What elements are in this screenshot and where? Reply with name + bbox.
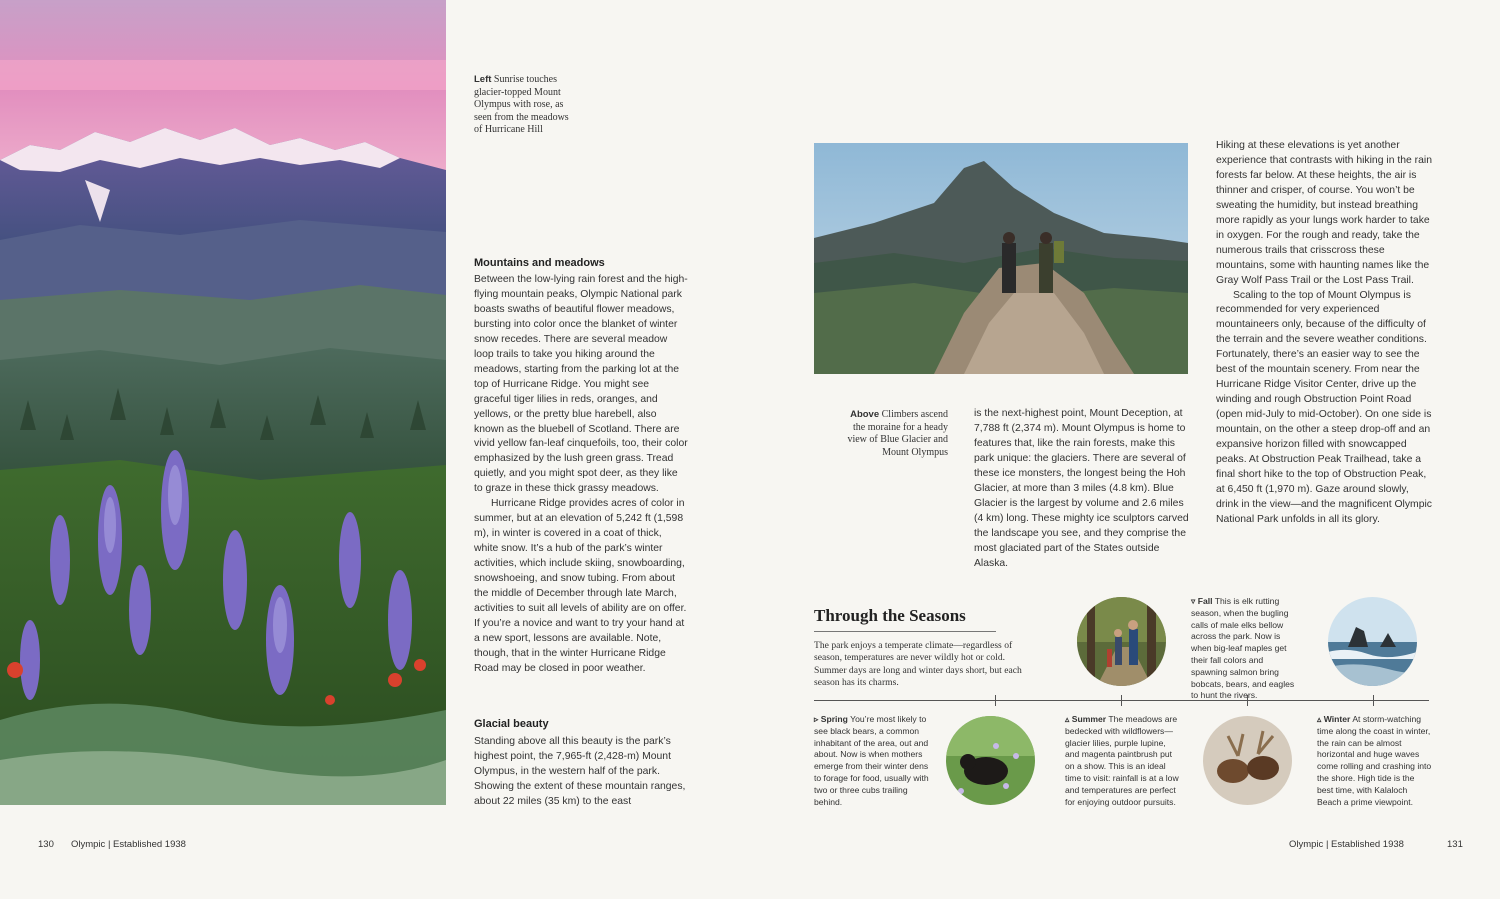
mid-column-body (974, 407, 1190, 571)
fall-label: Fall (1197, 596, 1213, 606)
mountains-body (474, 273, 688, 677)
summer-text (1065, 714, 1181, 808)
winter-arrow-icon: ▵ (1317, 714, 1322, 724)
fall-arrow-icon: ▿ (1191, 596, 1196, 606)
fall-hikers-circle-photo (1077, 597, 1166, 686)
spring-description: You’re most likely to see black bears, a common inhabitant of the area, out and about. Now is when mothers emerge from their winter dens to forage for food, usually with two or three cubs trailing behind. (814, 714, 929, 807)
timeline-tick (995, 695, 996, 706)
mountains-paragraph-2: Hurricane Ridge provides acres of color in summer, but at an elevation of 5,242 ft (1,598 m), in winter is covered in a coat of thick, white snow. It’s a hub of the park’s winter activities, which include skiing, snowboarding, snowshoeing, and snow tubing. From about the middle of December through late March, activities to suit all levels of ability are on offer. If you’re a novice and want to try your hand at a new sport, lessons are available. Note, though, that in the winter Hurricane Ridge Road may be closed in poor weather. (474, 498, 687, 674)
spring-arrow-icon: ▹ (814, 714, 819, 724)
summer-description: The meadows are bedecked with wildflowers—glacier lilies, purple lupine, and magenta paintbrush put on a show. This is an ideal time to visit: rainfall is at a low and temperatures are perfect for enjoying outdoor pursuits. (1065, 714, 1179, 807)
fall-text (1191, 596, 1301, 702)
summer-arrow-icon: ▵ (1065, 714, 1070, 724)
climbers-photo (814, 143, 1188, 374)
glacial-body (474, 735, 688, 810)
spring-bear-circle-photo (946, 716, 1035, 805)
right-running-footer: Olympic | Established 1938 (1289, 839, 1404, 850)
right-page-number: 131 (1447, 839, 1463, 850)
left-running-footer: Olympic | Established 1938 (71, 839, 186, 850)
glacial-heading: Glacial beauty (474, 718, 549, 730)
mountains-heading: Mountains and meadows (474, 257, 605, 269)
mount-olympus-sunrise-photo (0, 0, 446, 805)
summer-label: Summer (1071, 714, 1107, 724)
left-page-number: 130 (38, 839, 54, 850)
timeline-tick (1373, 695, 1374, 706)
seasons-intro: The park enjoys a temperate climate—regardless of season, temperatures are never wildly hot or cold. Summer days are long and winter days short, but each season has its charms. (814, 640, 1022, 688)
right-column-paragraph-1: Hiking at these elevations is yet another experience that contrasts with hiking in the rain forests far below. At these heights, the air is thinner and crisper, of course. You won’t be sweating the humidity, but instead breathing more rapidly as your lungs work harder to take in oxygen. For the rough and ready, take the numerous trails that crisscross these mountains, some with haunting names like the Gray Wolf Pass Trail or the Lost Pass Trail. (1216, 140, 1433, 286)
winter-coast-circle-photo (1328, 597, 1417, 686)
fall-description: This is elk rutting season, when the bugling calls of male elks bellow across the park. Now is when big-leaf maples get their fall colors and spawning salmon bring bobcats, bears, and eagles to hunt the rivers. (1191, 596, 1295, 701)
spring-label: Spring (820, 714, 848, 724)
caption-text: Sunrise touches glacier-topped Mount Olympus with rose, as seen from the meadows of Hurricane Hill (474, 74, 569, 136)
seasons-title: Through the Seasons (814, 606, 966, 625)
spring-text (814, 714, 929, 808)
mid-column-paragraph: is the next-highest point, Mount Deception, at 7,788 ft (2,374 m). Mount Olympus is home to features that, like the rain forests, make this park unique: the glaciers. There are several of these ice monsters, the longest being the Hoh Glacier, at more than 3 miles (4.8 km). Blue Glacier is the largest by volume and 2.6 miles (4 km) long. These mighty ice sculptors carved the landscape you see, and they comprise the most glaciated part of the States outside Alaska. (974, 408, 1189, 569)
right-column-body (1216, 139, 1432, 528)
right-column-paragraph-2: Scaling to the top of Mount Olympus is recommended for very experienced mountaineers only, because of the difficulty of the terrain and the severe weather conditions. Fortunately, there’s an easier way to see the best of the mountain scenery. From near the Hurricane Ridge Visitor Center, drive up the winding and rough Obstruction Point Road (open mid-July to mid-October). On one side is mountain, on the other a steep drop-off and an expansive horizon filled with snowcapped peaks. At Obstruction Peak Trailhead, take a final short hike to the top of Obstruction Peak, at 6,450 ft (1,970 m). Gaze around slowly, drink in the view—and the magnificent Olympic National Park unfolds in all its glory. (1216, 289, 1432, 525)
summer-elk-circle-photo (1203, 716, 1292, 805)
caption-label: Left (474, 74, 492, 85)
seasons-title-rule (814, 631, 996, 632)
winter-text (1317, 714, 1432, 808)
timeline-tick (1121, 695, 1122, 706)
winter-label: Winter (1323, 714, 1351, 724)
left-photo-caption (474, 74, 574, 137)
mountains-paragraph-1: Between the low-lying rain forest and the high-flying mountain peaks, Olympic National park boasts swaths of beautiful flower meadows, bursting into color once the blanket of winter snow recedes. There are several meadow loop trails to take you hiking around the meadows, starting from the parking lot at the top of Hurricane Ridge. You might see graceful tiger lilies in reds, oranges, and yellows, or the pretty blue harebell, also known as the bluebell of Scotland. There are vivid yellow fan-leaf cinquefoils, too, their color emphasized by the lush green grass. Tread quietly, and you might spot deer, as they like to graze in these thick grassy meadows. (474, 274, 688, 495)
glacial-paragraph-1: Standing above all this beauty is the park’s highest point, the 7,965-ft (2,428-m) Mount Olympus, in the western half of the park. Showing the extent of these mountain ranges, about 22 miles (35 km) to the east (474, 736, 686, 807)
winter-description: At storm-watching time along the coast in winter, the rain can be almost horizontal and huge waves come rolling and crashing into the shore. High tide is the best time, with Kalaloch Beach a prime viewpoint. (1317, 714, 1432, 807)
caption-text: Climbers ascend the moraine for a heady view of Blue Glacier and Mount Olympus (847, 409, 948, 458)
caption-label: Above (850, 409, 880, 420)
above-photo-caption (838, 409, 948, 459)
